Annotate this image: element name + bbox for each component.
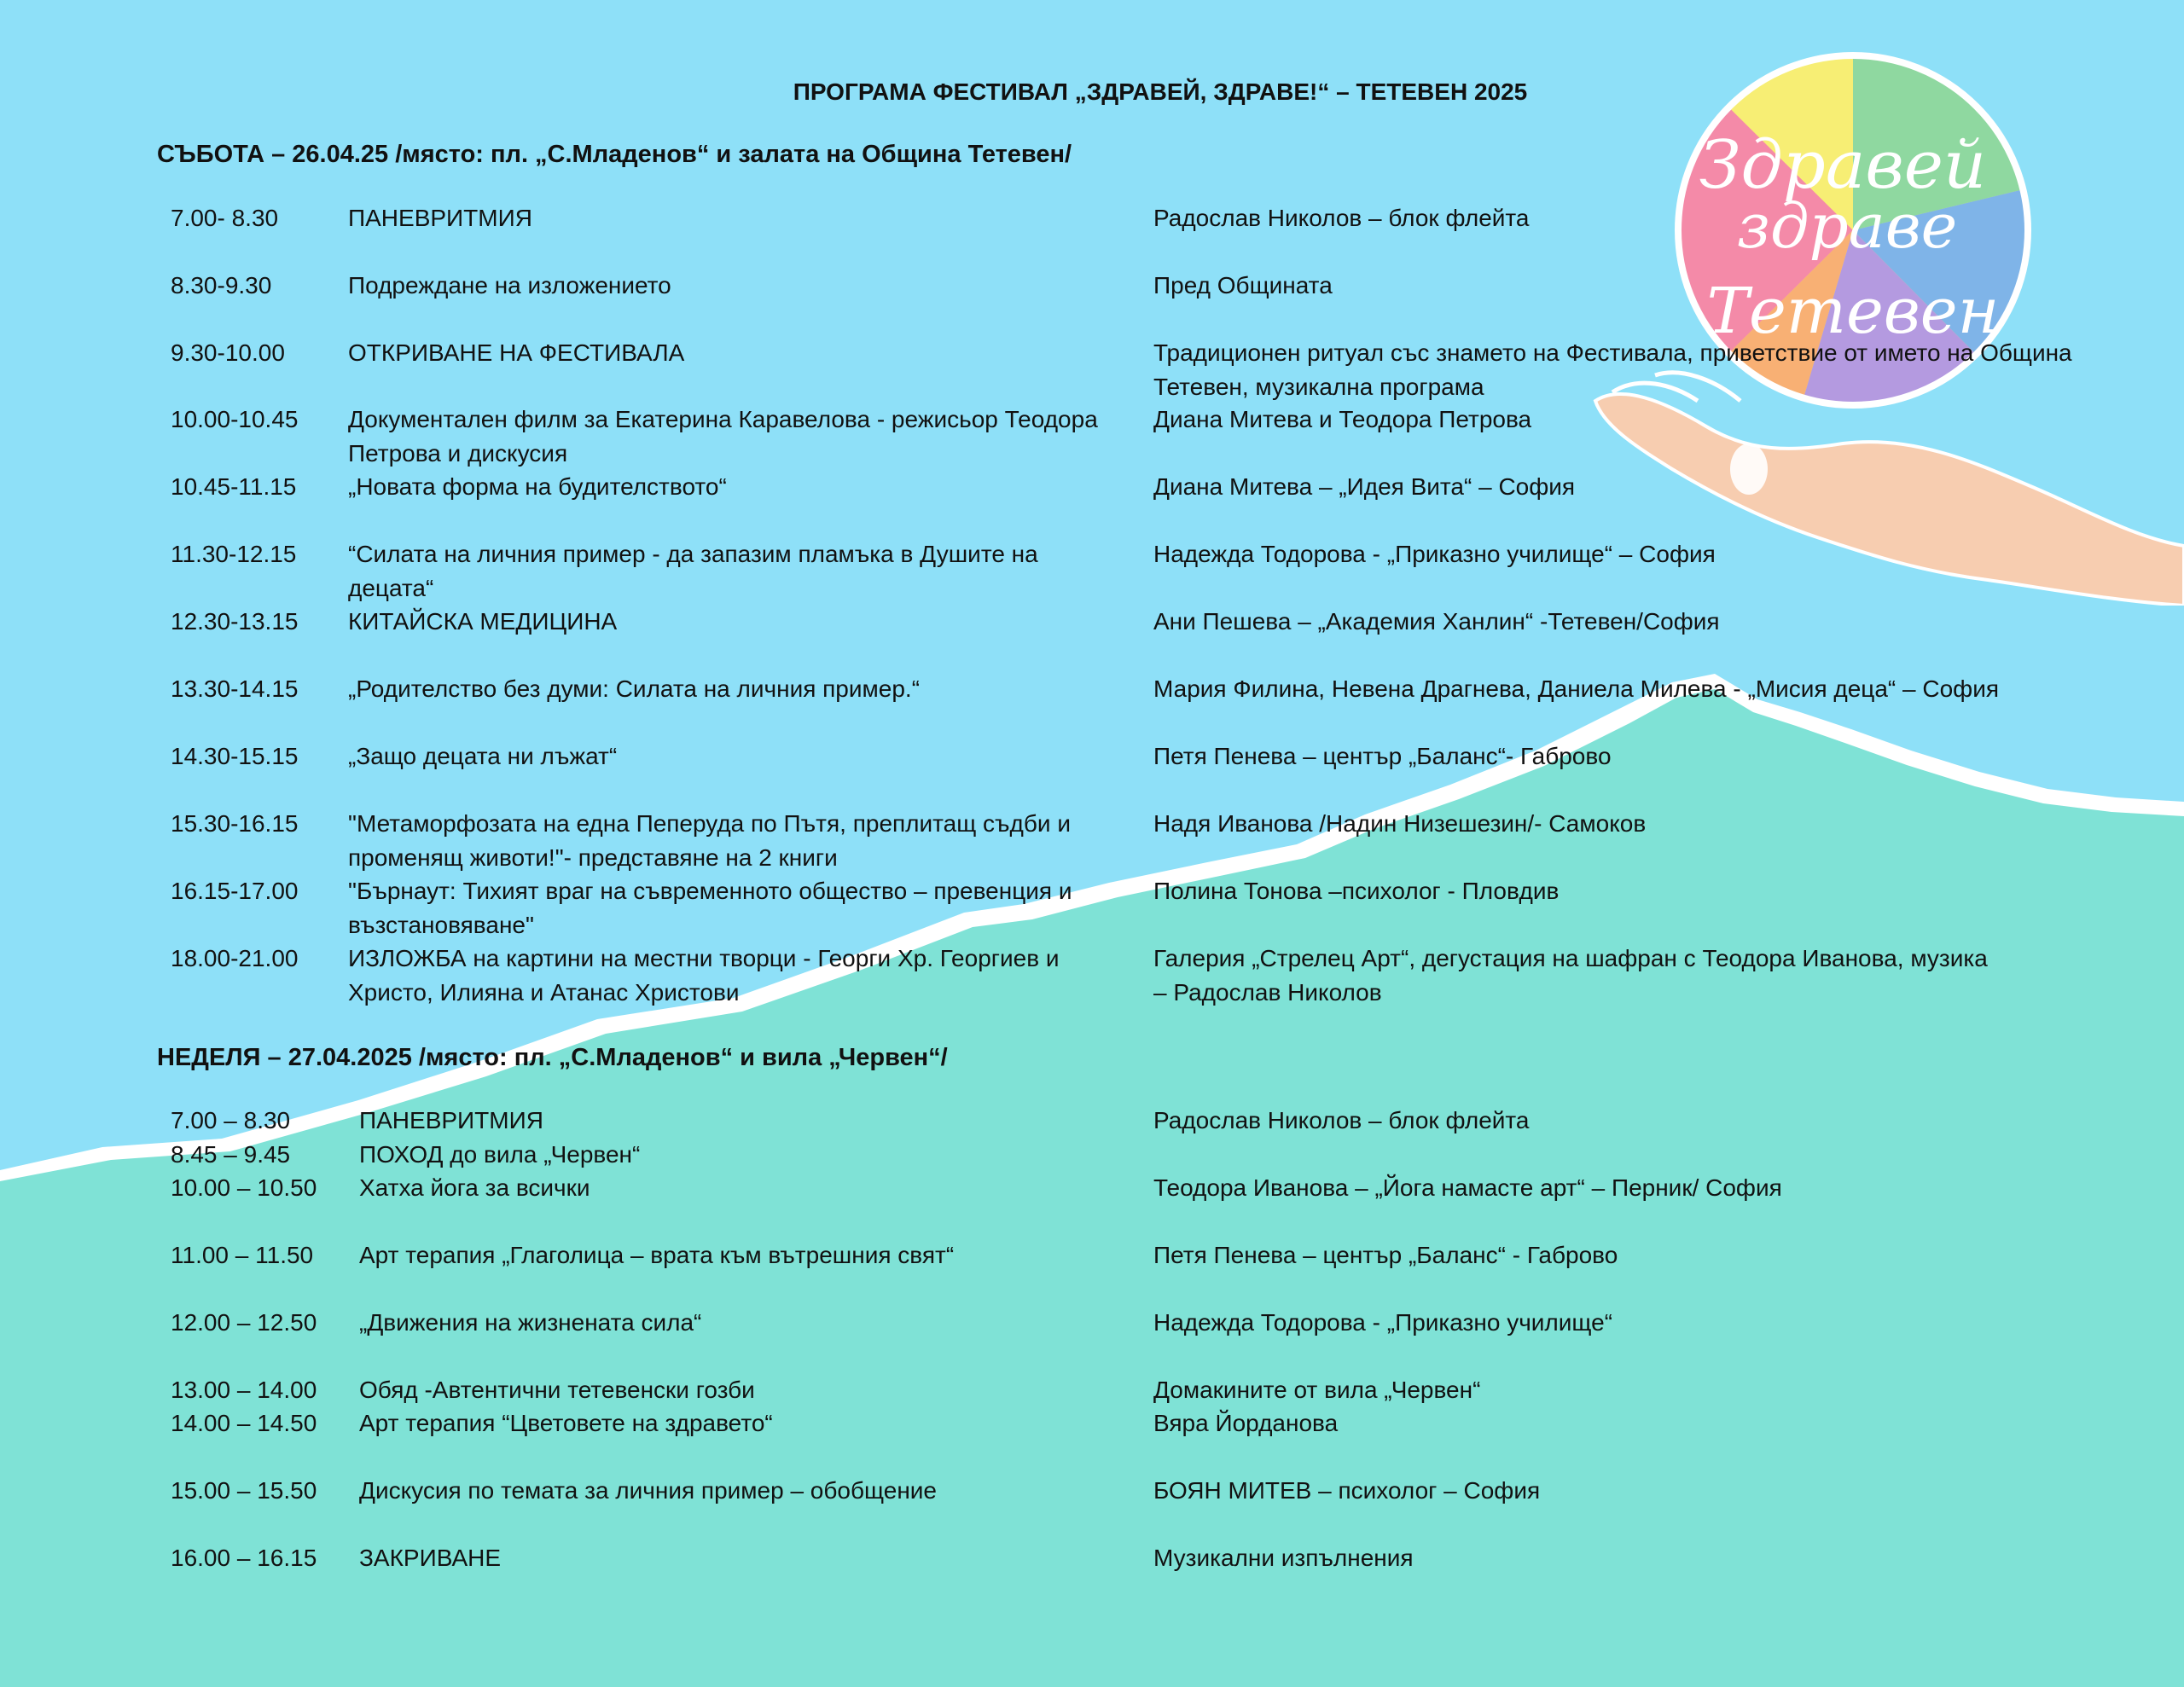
host-cell: Традиционен ритуал със знамето на Фестивала, приветствие от името на Община Тетевен, музикална програма: [1153, 339, 2072, 400]
host-cell: Галерия „Стрелец Арт“, дегустация на шафран с Теодора Иванова, музика – Радослав Николов: [1153, 945, 1988, 1006]
host-cell: Надежда Тодорова - „Приказно училище“ – София: [1153, 541, 1716, 567]
time-cell: 15.00 – 15.50: [171, 1477, 317, 1504]
event-cell: Хатха йога за всички: [359, 1174, 590, 1201]
host-cell: Петя Пенева – център „Баланс“ - Габрово: [1153, 1242, 1618, 1268]
time-cell: 9.30-10.00: [171, 339, 285, 366]
time-cell: 8.45 – 9.45: [171, 1141, 291, 1168]
event-cell: "Бърнаут: Тихият враг на съвременното общество – превенция и възстановяване": [348, 878, 1072, 938]
logo-line-2: здраве: [1736, 190, 1958, 262]
event-cell: Арт терапия „Глаголица – врата към вътрешния свят“: [359, 1242, 955, 1268]
host-cell: Теодора Иванова – „Йога намасте арт“ – Перник/ София: [1153, 1174, 1782, 1201]
sunday-heading: НЕДЕЛЯ – 27.04.2025 /място: пл. „С.Младенов“ и вила „Червен“/: [157, 1044, 948, 1071]
logo-line-1: Здравей: [1699, 127, 1987, 204]
event-cell: Подреждане на изложението: [348, 272, 671, 299]
time-cell: 13.00 – 14.00: [171, 1377, 317, 1403]
host-cell: Музикални изпълнения: [1153, 1545, 1414, 1571]
event-cell: ПАНЕВРИТМИЯ: [359, 1107, 543, 1133]
time-cell: 13.30-14.15: [171, 675, 299, 702]
time-cell: 11.00 – 11.50: [171, 1242, 314, 1268]
time-cell: 11.30-12.15: [171, 541, 297, 567]
host-cell: Мария Филина, Невена Драгнева, Даниела Милева - „Мисия деца“ – София: [1153, 675, 1999, 702]
event-cell: ИЗЛОЖБА на картини на местни творци - Георги Хр. Георгиев и Христо, Илияна и Атанас Христови: [348, 945, 1060, 1006]
time-cell: 12.30-13.15: [171, 608, 299, 635]
saturday-heading: СЪБОТА – 26.04.25 /място: пл. „С.Младенов“ и залата на Община Тетевен/: [157, 141, 1072, 168]
host-cell: Надежда Тодорова - „Приказно училище“: [1153, 1309, 1613, 1336]
time-cell: 14.00 – 14.50: [171, 1410, 317, 1436]
time-cell: 8.30-9.30: [171, 272, 272, 299]
host-cell: Надя Иванова /Надин Низешезин/- Самоков: [1153, 810, 1647, 837]
host-cell: Диана Митева – „Идея Вита“ – София: [1153, 473, 1576, 500]
time-cell: 7.00- 8.30: [171, 205, 279, 231]
host-cell: БОЯН МИТЕВ – психолог – София: [1153, 1477, 1541, 1504]
event-cell: Документален филм за Екатерина Каравелова - режисьор Теодора Петрова и дискусия: [348, 406, 1098, 467]
host-cell: Ани Пешева – „Академия Ханлин“ -Тетевен/София: [1153, 608, 1720, 635]
event-cell: „Новата форма на будителството“: [348, 473, 727, 500]
event-cell: „Движения на жизнената сила“: [359, 1309, 702, 1336]
event-cell: ПАНЕВРИТМИЯ: [348, 205, 532, 231]
event-cell: „Родителство без думи: Силата на личния пример.“: [348, 675, 921, 702]
event-cell: ПОХОД до вила „Червен“: [359, 1141, 641, 1168]
event-cell: “Силата на личния пример - да запазим пламъка в Душите на децата“: [348, 541, 1038, 601]
event-cell: "Метаморфозата на една Пеперуда по Пътя, преплитащ съдби и променящ животи!"- представяне на 2 книги: [348, 810, 1071, 871]
host-cell: Радослав Николов – блок флейта: [1153, 1107, 1530, 1133]
event-cell: ЗАКРИВАНЕ: [359, 1545, 502, 1571]
page-title: ПРОГРАМА ФЕСТИВАЛ „ЗДРАВЕЙ, ЗДРАВЕ!“ – ТЕТЕВЕН 2025: [793, 78, 1528, 105]
time-cell: 14.30-15.15: [171, 743, 299, 769]
host-cell: Полина Тонова –психолог - Пловдив: [1153, 878, 1560, 904]
time-cell: 7.00 – 8.30: [171, 1107, 291, 1133]
event-cell: Арт терапия “Цветовете на здравето“: [359, 1410, 773, 1436]
time-cell: 10.00 – 10.50: [171, 1174, 317, 1201]
host-cell: Диана Митева и Теодора Петрова: [1153, 406, 1532, 432]
host-cell: Вяра Йорданова: [1153, 1410, 1339, 1436]
event-cell: КИТАЙСКА МЕДИЦИНА: [348, 608, 618, 635]
time-cell: 18.00-21.00: [171, 945, 299, 971]
event-cell: Обяд -Автентични тетевенски гозби: [359, 1377, 755, 1403]
host-cell: Петя Пенева – център „Баланс“- Габрово: [1153, 743, 1612, 769]
time-cell: 16.15-17.00: [171, 878, 299, 904]
time-cell: 10.45-11.15: [171, 473, 297, 500]
time-cell: 10.00-10.45: [171, 406, 299, 432]
host-cell: Домакините от вила „Червен“: [1153, 1377, 1481, 1403]
time-cell: 12.00 – 12.50: [171, 1309, 317, 1336]
event-cell: Дискусия по темата за личния пример – обобщение: [359, 1477, 937, 1504]
logo-line-3: Тетевен: [1706, 275, 2000, 348]
host-cell: Радослав Николов – блок флейта: [1153, 205, 1530, 231]
time-cell: 16.00 – 16.15: [171, 1545, 317, 1571]
event-cell: „Защо децата ни лъжат“: [348, 743, 618, 769]
time-cell: 15.30-16.15: [171, 810, 299, 837]
event-cell: ОТКРИВАНЕ НА ФЕСТИВАЛА: [348, 339, 685, 366]
host-cell: Пред Общината: [1153, 272, 1333, 299]
